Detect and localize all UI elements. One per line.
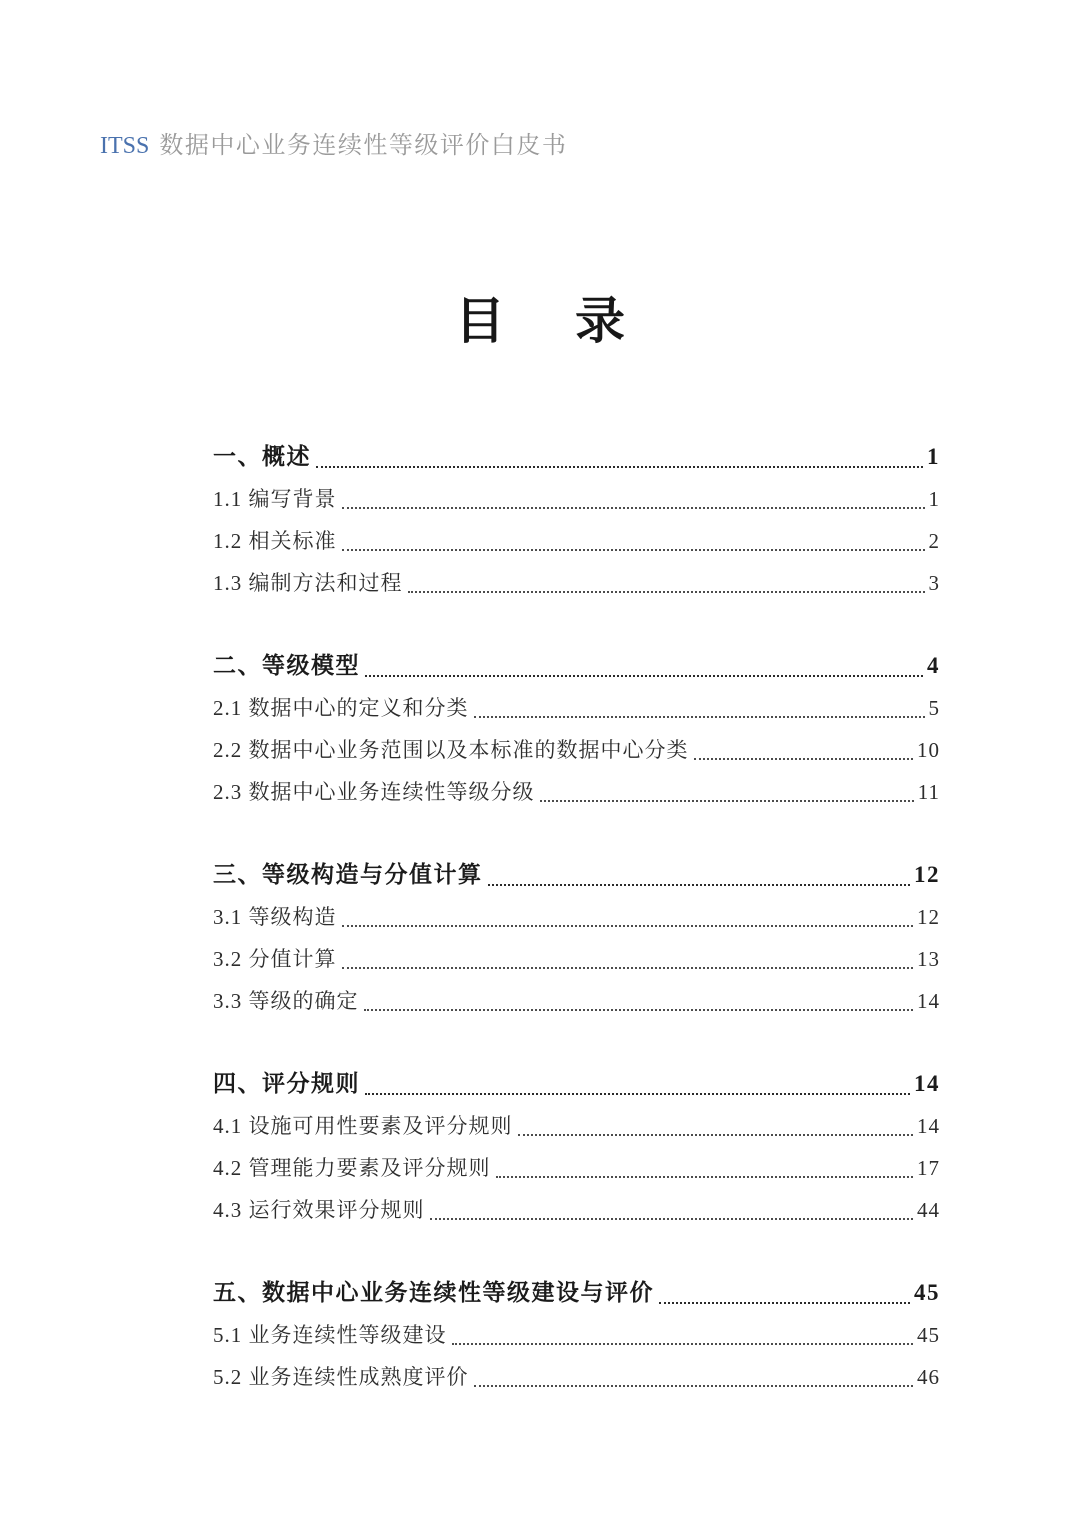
toc-dot-leader bbox=[364, 1009, 914, 1011]
toc-entry-page: 5 bbox=[928, 696, 940, 720]
toc-entry-page: 3 bbox=[928, 571, 940, 595]
toc-entry-label: 4.2 管理能力要素及评分规则 bbox=[213, 1156, 491, 1180]
toc-dot-leader bbox=[430, 1218, 914, 1220]
toc-dot-leader bbox=[474, 716, 925, 718]
toc-entry-page: 14 bbox=[917, 1114, 940, 1138]
toc-entry[interactable] bbox=[213, 1063, 940, 1105]
document-header bbox=[100, 131, 567, 161]
toc-list bbox=[213, 436, 940, 1398]
toc-entry-label: 3.1 等级构造 bbox=[213, 905, 337, 929]
toc-entry[interactable] bbox=[213, 729, 940, 771]
toc-entry[interactable] bbox=[213, 645, 940, 687]
toc-entry-page: 12 bbox=[914, 862, 940, 887]
toc-entry[interactable] bbox=[213, 854, 940, 896]
toc-entry[interactable] bbox=[213, 1189, 940, 1231]
toc-entry-label: 五、数据中心业务连续性等级建设与评价 bbox=[213, 1280, 654, 1305]
toc-entry[interactable] bbox=[213, 1147, 940, 1189]
toc-entry-label: 四、评分规则 bbox=[213, 1071, 360, 1096]
toc-entry[interactable] bbox=[213, 562, 940, 604]
toc-entry-page: 12 bbox=[917, 905, 940, 929]
toc-dot-leader bbox=[342, 925, 914, 927]
toc-dot-leader bbox=[365, 675, 923, 677]
toc-entry-page: 1 bbox=[927, 444, 940, 469]
toc-entry-label: 1.1 编写背景 bbox=[213, 487, 337, 511]
itss-brand-text: ITSS bbox=[100, 133, 150, 159]
toc-dot-leader bbox=[342, 549, 925, 551]
toc-entry-page: 44 bbox=[917, 1198, 940, 1222]
toc-entry-label: 2.3 数据中心业务连续性等级分级 bbox=[213, 780, 535, 804]
toc-entry[interactable] bbox=[213, 1272, 940, 1314]
toc-entry-label: 2.1 数据中心的定义和分类 bbox=[213, 696, 469, 720]
toc-entry-label: 二、等级模型 bbox=[213, 653, 360, 678]
toc-entry-page: 17 bbox=[917, 1156, 940, 1180]
toc-entry[interactable] bbox=[213, 687, 940, 729]
toc-entry-page: 4 bbox=[927, 653, 940, 678]
toc-entry-page: 45 bbox=[914, 1280, 940, 1305]
toc-entry-label: 3.2 分值计算 bbox=[213, 947, 337, 971]
toc-entry[interactable] bbox=[213, 938, 940, 980]
toc-entry-page: 14 bbox=[914, 1071, 940, 1096]
toc-entry[interactable] bbox=[213, 1314, 940, 1356]
toc-entry-label: 3.3 等级的确定 bbox=[213, 989, 359, 1013]
toc-dot-leader bbox=[452, 1343, 914, 1345]
toc-entry-label: 5.2 业务连续性成熟度评价 bbox=[213, 1365, 469, 1389]
toc-dot-leader bbox=[342, 507, 925, 509]
toc-entry-label: 5.1 业务连续性等级建设 bbox=[213, 1323, 447, 1347]
toc-entry-label: 一、概述 bbox=[213, 444, 311, 469]
toc-entry-label: 1.3 编制方法和过程 bbox=[213, 571, 403, 595]
toc-dot-leader bbox=[659, 1302, 910, 1304]
toc-entry-page: 45 bbox=[917, 1323, 940, 1347]
toc-dot-leader bbox=[540, 800, 914, 802]
toc-entry-page: 14 bbox=[917, 989, 940, 1013]
toc-entry-label: 4.3 运行效果评分规则 bbox=[213, 1198, 425, 1222]
toc-entry[interactable] bbox=[213, 1105, 940, 1147]
toc-dot-leader bbox=[518, 1134, 914, 1136]
toc-entry[interactable] bbox=[213, 980, 940, 1022]
toc-entry[interactable] bbox=[213, 771, 940, 813]
toc-entry-label: 1.2 相关标准 bbox=[213, 529, 337, 553]
toc-dot-leader bbox=[474, 1385, 914, 1387]
toc-entry[interactable] bbox=[213, 896, 940, 938]
toc-entry-page: 2 bbox=[928, 529, 940, 553]
toc-dot-leader bbox=[365, 1093, 910, 1095]
toc-entry-page: 46 bbox=[917, 1365, 940, 1389]
toc-entry[interactable] bbox=[213, 520, 940, 562]
toc-entry[interactable] bbox=[213, 1356, 940, 1398]
toc-dot-leader bbox=[694, 758, 914, 760]
toc-dot-leader bbox=[342, 967, 914, 969]
toc-dot-leader bbox=[408, 591, 925, 593]
toc-entry-label: 三、等级构造与分值计算 bbox=[213, 862, 483, 887]
toc-entry[interactable] bbox=[213, 478, 940, 520]
toc-entry-label: 2.2 数据中心业务范围以及本标准的数据中心分类 bbox=[213, 738, 689, 762]
toc-dot-leader bbox=[496, 1176, 914, 1178]
toc-entry-page: 11 bbox=[917, 780, 940, 804]
toc-page-title: 目 录 bbox=[455, 293, 635, 349]
toc-entry-label: 4.1 设施可用性要素及评分规则 bbox=[213, 1114, 513, 1138]
toc-entry-page: 13 bbox=[917, 947, 940, 971]
toc-dot-leader bbox=[316, 466, 923, 468]
header-title: 数据中心业务连续性等级评价白皮书 bbox=[159, 133, 568, 159]
toc-entry[interactable] bbox=[213, 436, 940, 478]
toc-entry-page: 1 bbox=[928, 487, 940, 511]
toc-dot-leader bbox=[488, 884, 911, 886]
toc-entry-page: 10 bbox=[917, 738, 940, 762]
